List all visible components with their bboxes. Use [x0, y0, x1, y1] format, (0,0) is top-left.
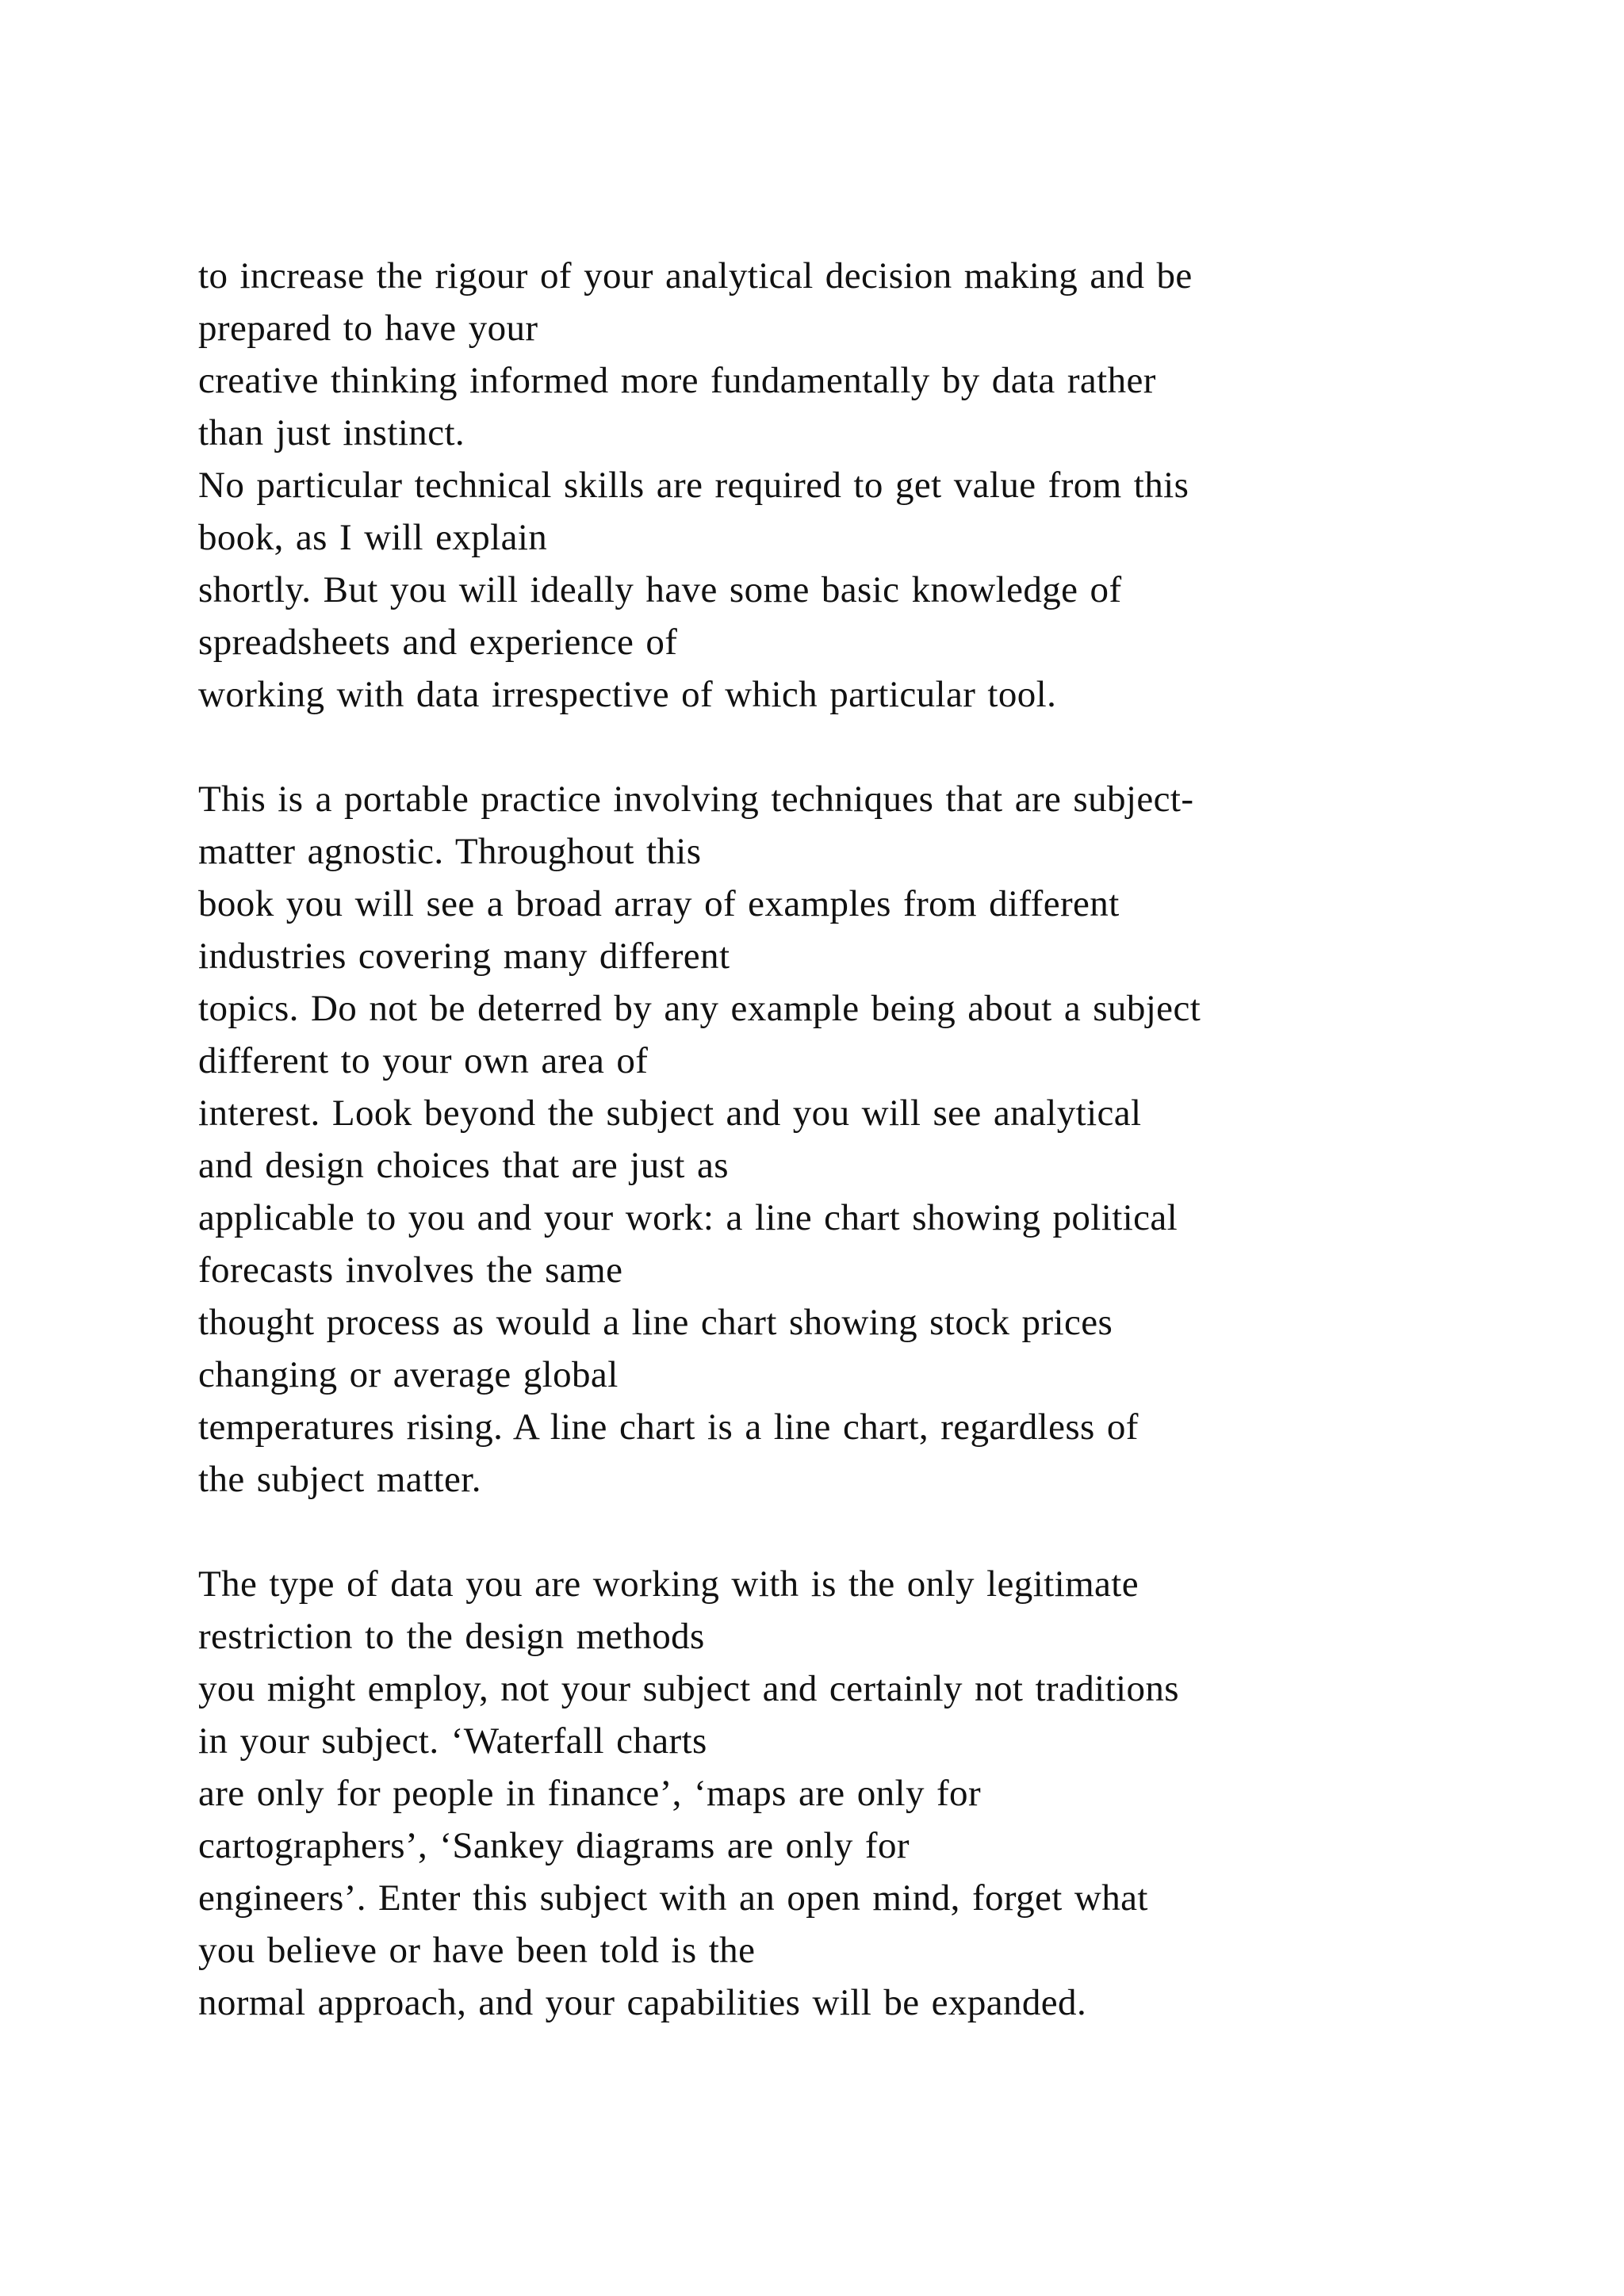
paragraph-2: [198, 773, 1435, 1506]
text-line: prepared to have your: [198, 308, 538, 349]
text-line: normal approach, and your capabilities will be expanded.: [198, 1982, 1087, 2023]
text-line: This is a portable practice involving techniques that are subject-: [198, 779, 1194, 820]
text-line: interest. Look beyond the subject and you will see analytical: [198, 1093, 1142, 1134]
text-line: than just instinct.: [198, 412, 465, 453]
text-line: book you will see a broad array of examples from different: [198, 883, 1120, 924]
text-line: changing or average global: [198, 1354, 619, 1395]
text-line: and design choices that are just as: [198, 1145, 729, 1186]
paragraph-1: [198, 250, 1435, 721]
text-line: cartographers’, ‘Sankey diagrams are only for: [198, 1825, 910, 1866]
text-line: thought process as would a line chart showing stock prices: [198, 1302, 1113, 1343]
text-line: shortly. But you will ideally have some basic knowledge of: [198, 569, 1122, 610]
paragraph-3: [198, 1558, 1435, 2029]
text-line: restriction to the design methods: [198, 1616, 705, 1657]
text-line: matter agnostic. Throughout this: [198, 831, 702, 872]
text-line: forecasts involves the same: [198, 1249, 623, 1291]
text-line: engineers’. Enter this subject with an open mind, forget what: [198, 1877, 1148, 1919]
text-line: creative thinking informed more fundamentally by data rather: [198, 360, 1156, 401]
body-text: [198, 250, 1435, 2029]
text-line: to increase the rigour of your analytical decision making and be: [198, 255, 1193, 297]
text-line: applicable to you and your work: a line chart showing political: [198, 1197, 1178, 1238]
text-line: you might employ, not your subject and certainly not traditions: [198, 1668, 1179, 1709]
text-line: are only for people in finance’, ‘maps are only for: [198, 1773, 982, 1814]
text-line: topics. Do not be deterred by any example being about a subject: [198, 988, 1201, 1029]
text-line: No particular technical skills are required to get value from this: [198, 465, 1189, 506]
text-line: temperatures rising. A line chart is a line chart, regardless of: [198, 1406, 1139, 1448]
text-line: book, as I will explain: [198, 517, 548, 558]
text-line: industries covering many different: [198, 936, 730, 977]
text-line: working with data irrespective of which particular tool.: [198, 674, 1057, 715]
text-line: the subject matter.: [198, 1459, 481, 1500]
text-line: different to your own area of: [198, 1040, 649, 1081]
text-line: The type of data you are working with is the only legitimate: [198, 1563, 1139, 1605]
text-line: you believe or have been told is the: [198, 1930, 756, 1971]
text-line: in your subject. ‘Waterfall charts: [198, 1720, 707, 1762]
text-line: spreadsheets and experience of: [198, 622, 678, 663]
